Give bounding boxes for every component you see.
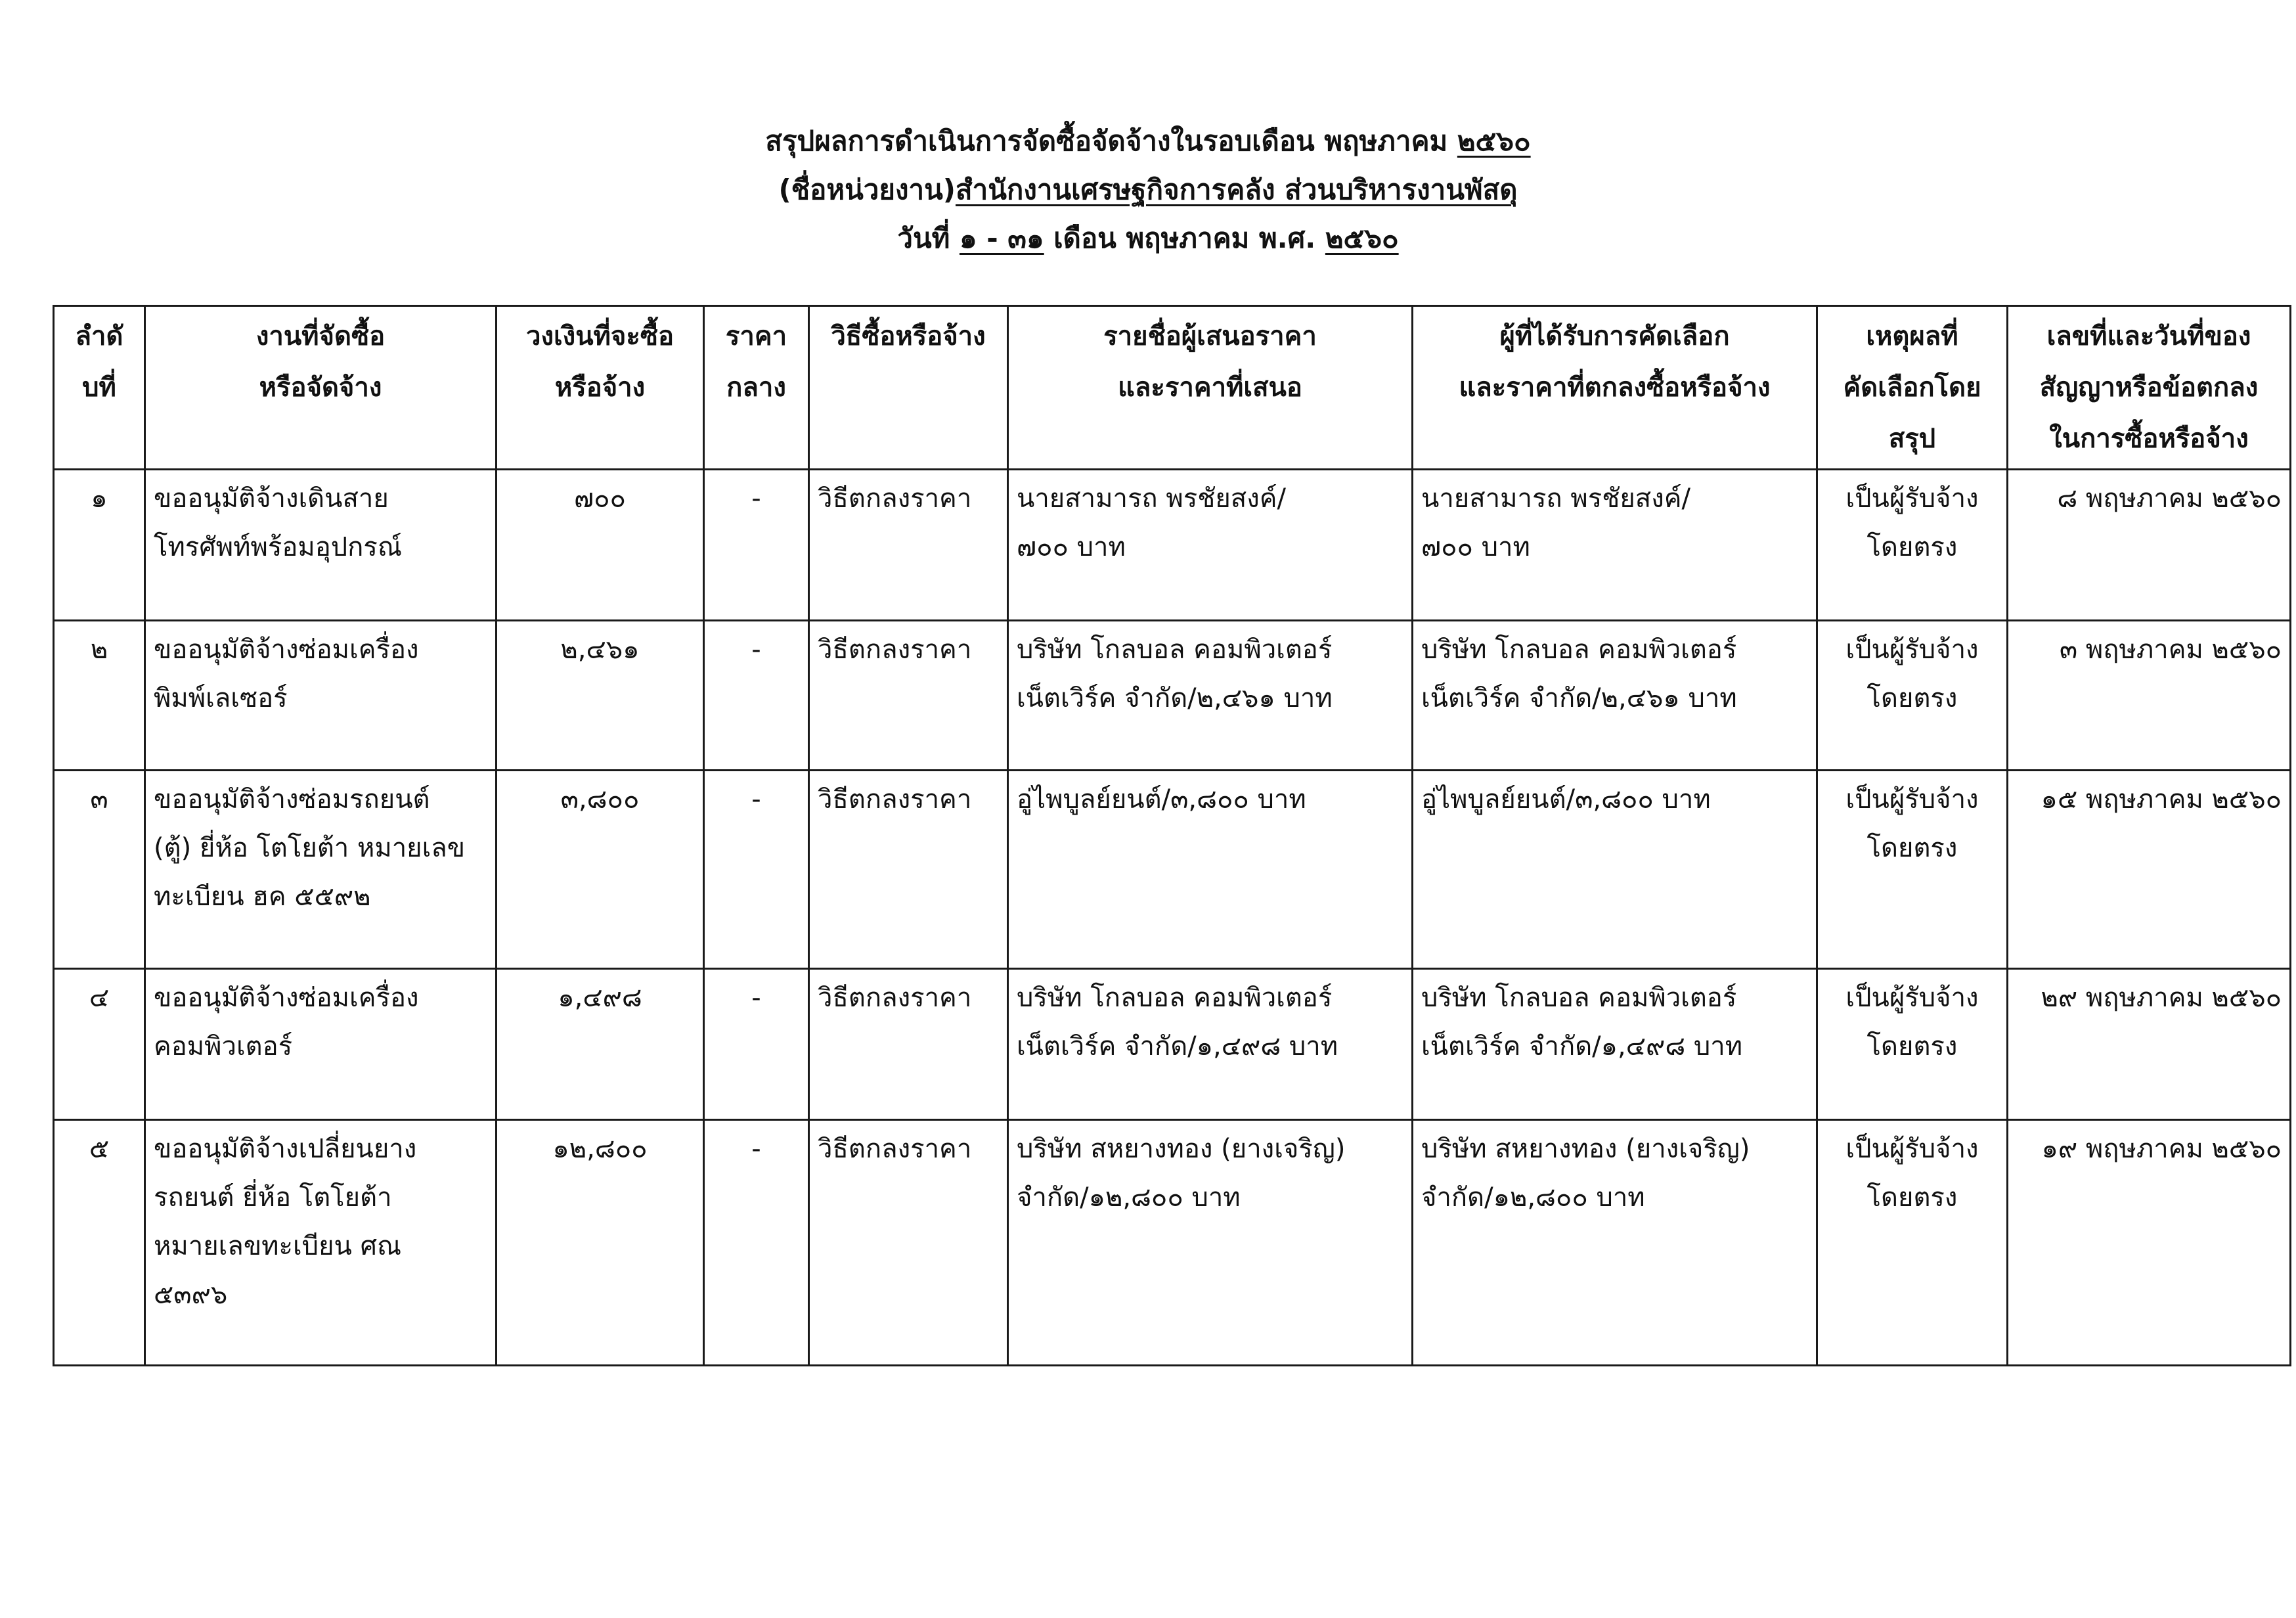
cell-method: วิธีตกลงราคา: [809, 771, 1008, 969]
cell-bidders: อู่ไพบูลย์ยนต์/๓,๘๐๐ บาท: [1008, 771, 1413, 969]
cell-budget: ๓,๘๐๐: [497, 771, 704, 969]
cell-winner: อู่ไพบูลย์ยนต์/๓,๘๐๐ บาท: [1413, 771, 1817, 969]
header-median-price: ราคา กลาง: [704, 306, 809, 470]
cell-winner: บริษัท โกลบอล คอมพิวเตอร์ เน็ตเวิร์ค จำกัด/๑,๔๙๘ บาท: [1413, 969, 1817, 1120]
cell-no: ๒: [54, 621, 145, 771]
document-title: [0, 117, 2296, 263]
date-year: ๒๕๖๐: [1325, 222, 1399, 254]
cell-budget: ๒,๔๖๑: [497, 621, 704, 771]
cell-median-price: -: [704, 771, 809, 969]
cell-median-price: -: [704, 470, 809, 621]
cell-median-price: -: [704, 1120, 809, 1366]
cell-winner: บริษัท สหยางทอง (ยางเจริญ) จำกัด/๑๒,๘๐๐ บาท: [1413, 1120, 1817, 1366]
cell-reason: เป็นผู้รับจ้าง โดยตรง: [1817, 470, 2008, 621]
cell-bidders: บริษัท โกลบอล คอมพิวเตอร์ เน็ตเวิร์ค จำกัด/๒,๔๖๑ บาท: [1008, 621, 1413, 771]
cell-item: ขออนุมัติจ้างเดินสาย โทรศัพท์พร้อมอุปกรณ์: [145, 470, 497, 621]
cell-bidders: บริษัท สหยางทอง (ยางเจริญ) จำกัด/๑๒,๘๐๐ บาท: [1008, 1120, 1413, 1366]
table-row: [54, 621, 2291, 771]
cell-item: ขออนุมัติจ้างซ่อมเครื่อง คอมพิวเตอร์: [145, 969, 497, 1120]
table-row: [54, 470, 2291, 621]
header-budget: วงเงินที่จะซื้อ หรือจ้าง: [497, 306, 704, 470]
cell-budget: ๑๒,๘๐๐: [497, 1120, 704, 1366]
table-row: [54, 969, 2291, 1120]
cell-contract: ๑๙ พฤษภาคม ๒๕๖๐: [2008, 1120, 2291, 1366]
cell-method: วิธีตกลงราคา: [809, 969, 1008, 1120]
header-bidders: รายชื่อผู้เสนอราคา และราคาที่เสนอ: [1008, 306, 1413, 470]
cell-budget: ๑,๔๙๘: [497, 969, 704, 1120]
header-no: ลำดั บที่: [54, 306, 145, 470]
cell-reason: เป็นผู้รับจ้าง โดยตรง: [1817, 1120, 2008, 1366]
cell-no: ๓: [54, 771, 145, 969]
procurement-table: [53, 305, 2291, 1366]
table-row: [54, 1120, 2291, 1366]
cell-reason: เป็นผู้รับจ้าง โดยตรง: [1817, 771, 2008, 969]
title-line-1: สรุปผลการดำเนินการจัดซื้อจัดจ้างในรอบเดือน พฤษภาคม ๒๕๖๐: [765, 125, 1531, 157]
cell-item: ขออนุมัติจ้างซ่อมรถยนต์ (ตู้) ยี่ห้อ โตโยต้า หมายเลข ทะเบียน ฮค ๕๕๙๒: [145, 771, 497, 969]
cell-contract: ๑๕ พฤษภาคม ๒๕๖๐: [2008, 771, 2291, 969]
cell-reason: เป็นผู้รับจ้าง โดยตรง: [1817, 621, 2008, 771]
header-contract: เลขที่และวันที่ของ สัญญาหรือข้อตกลง ในการซื้อหรือจ้าง: [2008, 306, 2291, 470]
title-year: ๒๕๖๐: [1457, 125, 1531, 157]
cell-contract: ๒๙ พฤษภาคม ๒๕๖๐: [2008, 969, 2291, 1120]
cell-method: วิธีตกลงราคา: [809, 1120, 1008, 1366]
cell-no: ๕: [54, 1120, 145, 1366]
date-range: ๑ - ๓๑: [959, 222, 1044, 254]
title-line-2: (ชื่อหน่วยงาน)สำนักงานเศรษฐกิจการคลัง ส่วนบริหารงานพัสดุ: [778, 173, 1518, 206]
cell-item: ขออนุมัติจ้างซ่อมเครื่อง พิมพ์เลเซอร์: [145, 621, 497, 771]
cell-method: วิธีตกลงราคา: [809, 621, 1008, 771]
cell-bidders: นายสามารถ พรชัยสงค์/ ๗๐๐ บาท: [1008, 470, 1413, 621]
cell-method: วิธีตกลงราคา: [809, 470, 1008, 621]
organization-name: สำนักงานเศรษฐกิจการคลัง ส่วนบริหารงานพัสดุ: [955, 173, 1518, 206]
cell-contract: ๘ พฤษภาคม ๒๕๖๐: [2008, 470, 2291, 621]
header-item: งานที่จัดซื้อ หรือจัดจ้าง: [145, 306, 497, 470]
cell-median-price: -: [704, 969, 809, 1120]
cell-contract: ๓ พฤษภาคม ๒๕๖๐: [2008, 621, 2291, 771]
header-method: วิธีซื้อหรือจ้าง: [809, 306, 1008, 470]
header-reason: เหตุผลที่ คัดเลือกโดย สรุป: [1817, 306, 2008, 470]
title-line-3: วันที่ ๑ - ๓๑ เดือน พฤษภาคม พ.ศ. ๒๕๖๐: [897, 222, 1399, 254]
header-winner: ผู้ที่ได้รับการคัดเลือก และราคาที่ตกลงซื้อหรือจ้าง: [1413, 306, 1817, 470]
cell-bidders: บริษัท โกลบอล คอมพิวเตอร์ เน็ตเวิร์ค จำกัด/๑,๔๙๘ บาท: [1008, 969, 1413, 1120]
cell-winner: นายสามารถ พรชัยสงค์/ ๗๐๐ บาท: [1413, 470, 1817, 621]
table-header-row: [54, 306, 2291, 470]
table-row: [54, 771, 2291, 969]
cell-no: ๑: [54, 470, 145, 621]
cell-median-price: -: [704, 621, 809, 771]
cell-winner: บริษัท โกลบอล คอมพิวเตอร์ เน็ตเวิร์ค จำกัด/๒,๔๖๑ บาท: [1413, 621, 1817, 771]
cell-item: ขออนุมัติจ้างเปลี่ยนยาง รถยนต์ ยี่ห้อ โตโยต้า หมายเลขทะเบียน ศณ ๕๓๙๖: [145, 1120, 497, 1366]
cell-budget: ๗๐๐: [497, 470, 704, 621]
cell-no: ๔: [54, 969, 145, 1120]
cell-reason: เป็นผู้รับจ้าง โดยตรง: [1817, 969, 2008, 1120]
